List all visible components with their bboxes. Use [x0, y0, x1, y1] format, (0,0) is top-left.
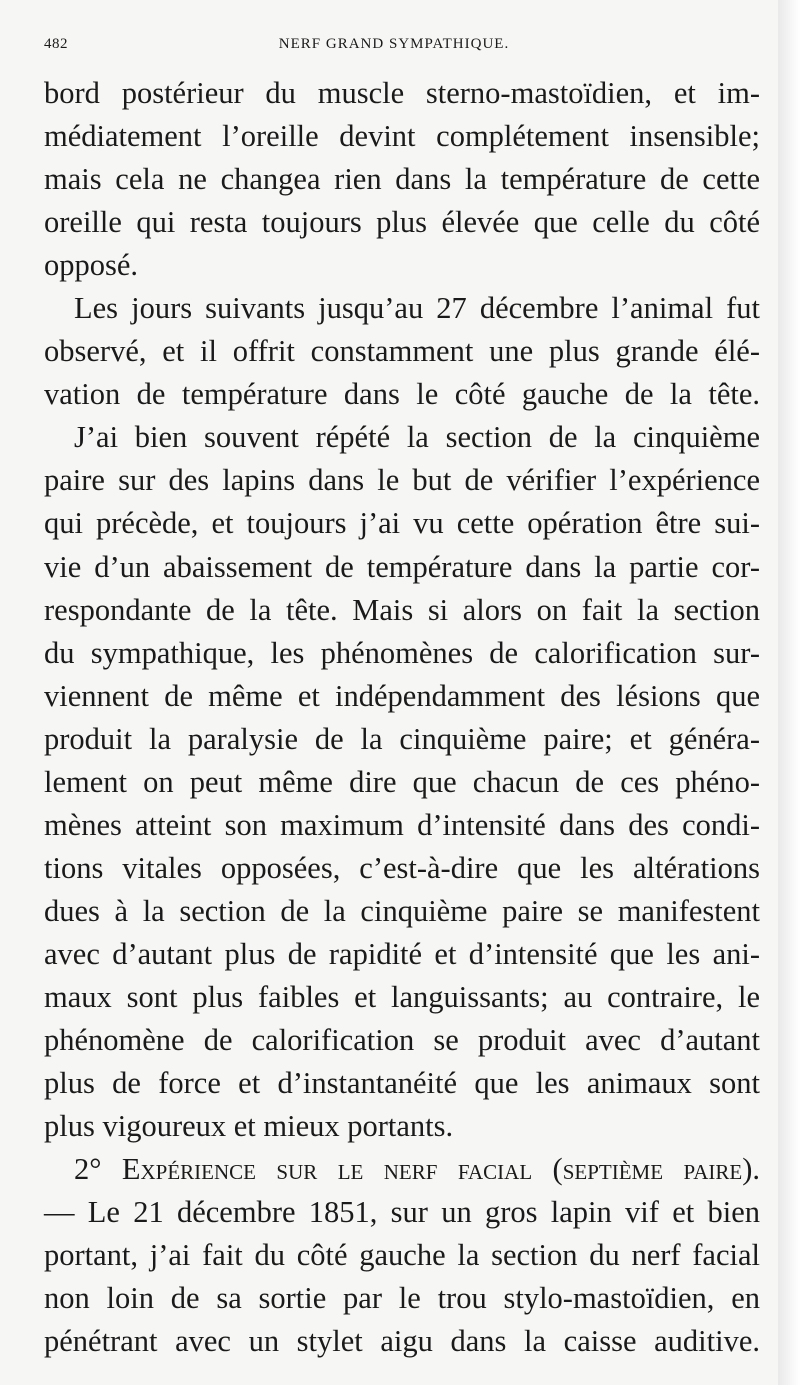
running-title: NERF GRAND SYMPATHIQUE.	[278, 36, 510, 52]
page-number: 482	[44, 36, 68, 52]
experiment-title: Expérience sur le nerf facial (septième paire).	[121, 1152, 760, 1187]
text-line: maux sont plus faibles et languissants; au contraire, le	[44, 979, 760, 1014]
text-line: avec d’autant plus de rapidité et d’intensité que les ani-	[44, 936, 760, 971]
text-line: vie d’un abaissement de température dans la partie cor-	[44, 549, 760, 584]
text-line: du sympathique, les phénomènes de calorification sur-	[44, 635, 760, 670]
experiment-number: 2°	[74, 1152, 102, 1187]
text-line: tions vitales opposées, c’est-à-dire que les altérations	[44, 850, 760, 885]
text-line: vation de température dans le côté gauche de la tête.	[44, 377, 760, 412]
text-line: non loin de sa sortie par le trou stylo-mastoïdien, en	[44, 1281, 760, 1316]
text-line: viennent de même et indépendamment des lésions que	[44, 678, 760, 713]
text-line: phénomène de calorification se produit avec d’autant	[44, 1023, 760, 1058]
text-line: plus de force et d’instantanéité que les animaux sont	[44, 1066, 760, 1101]
text-line: médiatement l’oreille devint complétement insensible;	[44, 119, 760, 154]
text-line: opposé.	[44, 248, 139, 283]
text-line: mais cela ne changea rien dans la température de cette	[44, 162, 760, 197]
text-line: — Le 21 décembre 1851, sur un gros lapin vif et bien	[44, 1195, 760, 1230]
body-text	[44, 72, 760, 1363]
experiment-paragraph	[44, 1148, 760, 1363]
text-line: pénétrant avec un stylet aigu dans la caisse auditive.	[44, 1324, 760, 1359]
page-edge-shadow	[778, 0, 800, 1385]
text-line: observé, et il offrit constamment une plus grande élé-	[44, 334, 760, 369]
running-header	[44, 36, 744, 56]
text-line: lement on peut même dire que chacun de ces phéno-	[44, 764, 760, 799]
text-line: produit la paralysie de la cinquième paire; et généra-	[44, 721, 760, 756]
text-line: dues à la section de la cinquième paire se manifestent	[44, 893, 760, 928]
text-line: J’ai bien souvent répété la section de la cinquième	[74, 420, 760, 455]
text-line: paire sur des lapins dans le but de vérifier l’expérience	[44, 463, 760, 498]
paragraph-1	[44, 72, 760, 287]
paragraph-3	[44, 416, 760, 1148]
text-line: oreille qui resta toujours plus élevée que celle du côté	[44, 205, 760, 240]
text-line: respondante de la tête. Mais si alors on fait la section	[44, 592, 760, 627]
text-line: Les jours suivants jusqu’au 27 décembre l’animal fut	[74, 291, 760, 326]
text-line: qui précède, et toujours j’ai vu cette opération être sui-	[44, 506, 760, 541]
paragraph-2	[44, 287, 760, 416]
experiment-heading	[44, 1148, 760, 1191]
text-line: bord postérieur du muscle sterno-mastoïdien, et im-	[44, 76, 760, 110]
text-line: plus vigoureux et mieux portants.	[44, 1109, 454, 1144]
text-line: portant, j’ai fait du côté gauche la section du nerf facial	[44, 1238, 760, 1273]
text-line: mènes atteint son maximum d’intensité dans des condi-	[44, 807, 760, 842]
